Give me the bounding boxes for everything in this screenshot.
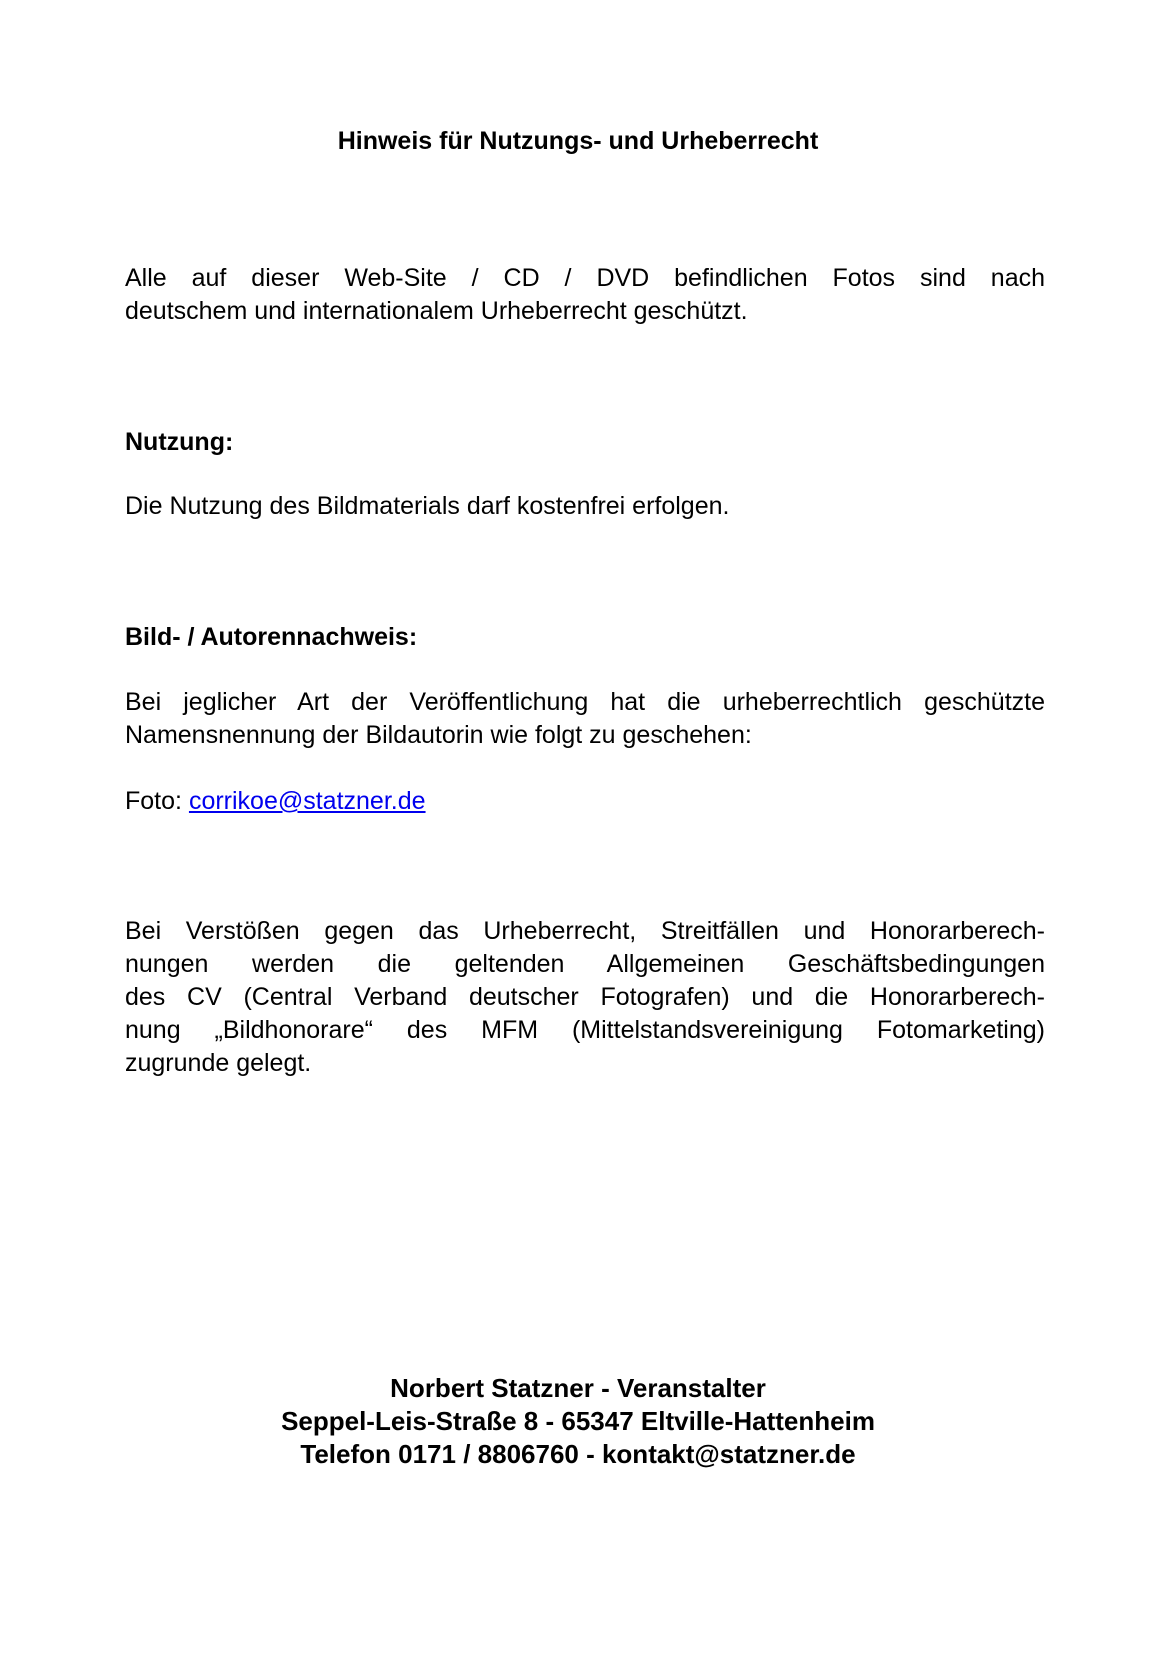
verstoss-line-1: Bei Verstößen gegen das Urheberrecht, Streitfällen und Honorarberech- (125, 917, 1045, 945)
footer-name: Norbert Statzner - Veranstalter (390, 1373, 766, 1403)
intro-line-1: Alle auf dieser Web-Site / CD / DVD befindlichen Fotos sind nach (125, 264, 1045, 292)
verstoss-line-4: nung „Bildhonorare“ des MFM (Mittelstandsvereinigung Fotomarketing) (125, 1016, 1045, 1044)
intro-paragraph (125, 262, 1045, 328)
foto-label: Foto: (125, 787, 182, 815)
nutzung-text: Die Nutzung des Bildmaterials darf kostenfrei erfolgen. (125, 492, 730, 520)
verstoss-paragraph (125, 915, 1045, 1080)
footer-phone-email: Telefon 0171 / 8806760 - kontakt@statzner.de (300, 1439, 856, 1469)
nachweis-paragraph (125, 686, 1045, 752)
verstoss-line-5: zugrunde gelegt. (125, 1049, 312, 1077)
intro-line-2: deutschem und internationalem Urheberrecht geschützt. (125, 297, 748, 325)
nutzung-heading: Nutzung: (125, 428, 234, 456)
footer-contact (0, 1372, 1156, 1471)
foto-email-link[interactable]: corrikoe@statzner.de (188, 787, 426, 815)
foto-credit (125, 785, 1045, 818)
nachweis-line-1: Bei jeglicher Art der Veröffentlichung hat die urheberrechtlich geschützte (125, 688, 1045, 716)
nachweis-line-2: Namensnennung der Bildautorin wie folgt zu geschehen: (125, 721, 752, 749)
footer-address: Seppel-Leis-Straße 8 - 65347 Eltville-Hattenheim (281, 1406, 875, 1436)
verstoss-line-2: nungen werden die geltenden Allgemeinen Geschäftsbedingungen (125, 950, 1045, 978)
verstoss-line-3: des CV (Central Verband deutscher Fotografen) und die Honorarberech- (125, 983, 1045, 1011)
nachweis-heading: Bild- / Autorennachweis: (125, 623, 418, 651)
document-title: Hinweis für Nutzungs- und Urheberrecht (337, 127, 819, 155)
